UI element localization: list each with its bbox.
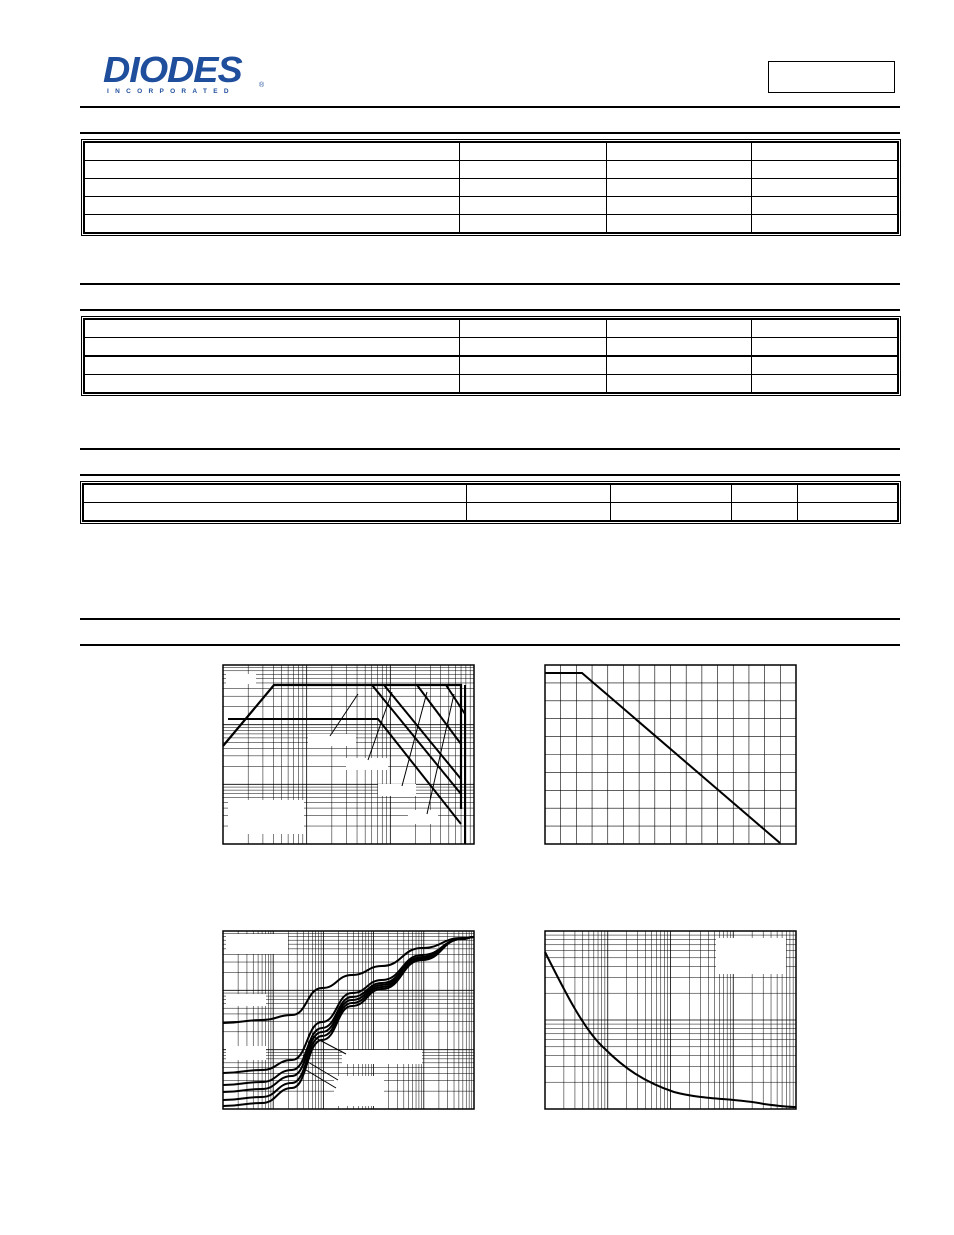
spec-table-3 — [82, 483, 899, 522]
table-row — [84, 338, 898, 357]
spec-table-2 — [83, 318, 899, 394]
table-row — [84, 179, 898, 197]
section-1-rule — [80, 132, 900, 134]
table-row — [83, 503, 898, 522]
curve-label-area — [346, 758, 388, 770]
graph-3 — [222, 930, 475, 1110]
curve-label-area — [308, 734, 356, 746]
label-area — [226, 994, 266, 1006]
curve-label-area — [378, 784, 416, 796]
section-4-rule — [80, 644, 900, 646]
section-2-rule — [80, 309, 900, 311]
section-2-top-rule — [80, 283, 900, 285]
label-area — [226, 1046, 266, 1060]
table-row — [84, 215, 898, 234]
spec-table-1 — [83, 141, 899, 234]
section-3-top-rule — [80, 448, 900, 450]
table-row — [84, 142, 898, 161]
graph-2 — [544, 664, 797, 845]
table-row — [83, 484, 898, 503]
section-4-top-rule — [80, 618, 900, 620]
logo-registered-mark: ® — [259, 82, 265, 89]
header-rule — [80, 106, 900, 108]
label-area — [226, 934, 288, 954]
table-row — [84, 197, 898, 215]
curve-label-area — [342, 1050, 422, 1064]
curve-label-area — [408, 810, 438, 824]
table-row — [84, 319, 898, 338]
section-3-rule — [80, 474, 900, 476]
graph-4 — [544, 930, 797, 1110]
table-row — [84, 356, 898, 375]
table-row — [84, 375, 898, 394]
table-row — [84, 161, 898, 179]
part-number-box — [768, 61, 895, 93]
company-logo — [103, 49, 268, 98]
legend-area — [228, 800, 304, 834]
label-area — [226, 674, 256, 684]
logo-subtext: INCORPORATED — [107, 88, 235, 95]
legend-area — [716, 938, 786, 974]
curve-label-area — [334, 1076, 384, 1106]
logo-wordmark: DIODES — [103, 49, 242, 90]
graph-1 — [222, 664, 475, 845]
